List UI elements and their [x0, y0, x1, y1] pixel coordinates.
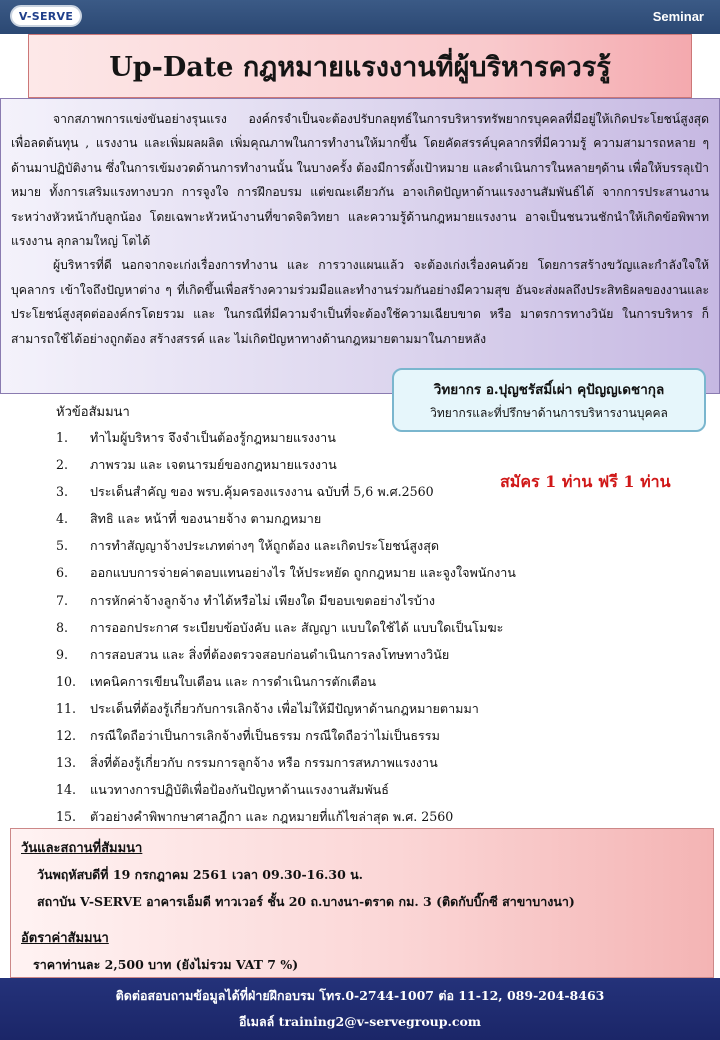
- topic-text: ตัวอย่างคำพิพากษาศาลฎีกา และ กฎหมายที่แก้ไขล่าสุด พ.ศ. 2560: [90, 809, 454, 825]
- event-info-box: [10, 828, 714, 978]
- topic-number: 2.: [56, 457, 69, 473]
- topic-number: 15.: [56, 809, 77, 825]
- topic-number: 7.: [56, 592, 69, 608]
- intro-paragraph-1: จากสภาพการแข่งขันอย่างรุนแรง องค์กรจำเป็นจะต้องปรับกลยุทธ์ในการบริหารทรัพยากรบุคคลที่มีอยู่ให้เกิดประโยชน์สูงสุด เพื่อลดต้นทุน , แรงงาน และเพิ่มผลผลิต เพิ่มคุณภาพในการทำงานให้มากขึ้น โดยคัดสรรค์บุคลากรที่มีความรู้ ความสามารถหลาย ๆ ด้านมาปฏิบัติงาน ซึ่งในการเข้มงวดด้านการทำงานนั้น ในบางครั้ง ต้องมีการตั้งเป้าหมาย และดำเนินการในหลายๆด้าน เพื่อให้บรรลุเป้าหมาย ทั้งการเสริมแรงทางบวก การจูงใจ การฝึกอบรม แต่ขณะเดียวกัน อาจเกิดปัญหาด้านแรงงานสัมพันธ์ได้ จากการประสานงานระหว่างหัวหน้ากับลูกน้อง โดยเฉพาะหัวหน้างานที่ขาดจิตวิทยา และความรู้ด้านกฎหมายแรงงาน อาจเป็นชนวนชักนำให้เกิดข้อพิพาทแรงงาน ลุกลามใหญ่ โตได้: [11, 112, 709, 249]
- topic-text: ภาพรวม และ เจตนารมย์ของกฎหมายแรงงาน: [90, 457, 337, 473]
- fee-heading: อัตราค่าสัมมนา: [21, 931, 109, 946]
- topic-text: สิ่งที่ต้องรู้เกี่ยวกับ กรรมการลูกจ้าง หรือ กรรมการสหภาพแรงงาน: [90, 755, 438, 771]
- topic-number: 6.: [56, 565, 69, 581]
- topic-text: เทคนิคการเขียนใบเตือน และ การดำเนินการตักเตือน: [90, 673, 376, 689]
- speaker-role: วิทยากรและที่ปรึกษาด้านการบริหารงานบุคคล: [430, 406, 668, 420]
- topic-item: [56, 776, 516, 803]
- topic-item: [56, 478, 516, 505]
- top-bar: [0, 0, 720, 34]
- topic-item: [56, 641, 516, 668]
- topic-number: 12.: [56, 728, 77, 744]
- topic-number: 14.: [56, 782, 77, 798]
- topic-text: การหักค่าจ้างลูกจ้าง ทำได้หรือไม่ เพียงใด มีขอบเขตอย่างไรบ้าง: [90, 592, 436, 608]
- venue-heading: วันและสถานที่สัมมนา: [21, 841, 143, 856]
- topic-item: [56, 505, 516, 532]
- topic-item: [56, 749, 516, 776]
- footer-contact: ติดต่อสอบถามข้อมูลได้ที่ฝ่ายฝึกอบรม โทร.0-2744-1007 ต่อ 11-12, 089-204-8463: [115, 988, 605, 1003]
- v-serve-logo: V-SERVE: [10, 5, 82, 27]
- topic-item: [56, 614, 516, 641]
- intro-paragraph-2: ผู้บริหารที่ดี นอกจากจะเก่งเรื่องการทำงาน และ การวางแผนแล้ว จะต้องเก่งเรื่องคนด้วย โดยการสร้างขวัญและกำลังใจให้บุคลากร เข้าใจถึงปัญหาต่าง ๆ ที่เกิดขึ้นเพื่อสร้างความร่วมมือและทำงานร่วมกันอย่างมีความสุข อันจะส่งผลถึงประสิทธิผลของงานและประโยชน์สูงสุดต่อองค์กรโดยรวม และ ในกรณีที่มีความจำเป็นที่จะต้องใช้ความเฉียบขาด หรือ มาตรการทางวินัย ในการบริหาร ก็สามารถใช้ได้อย่างถูกต้อง สร้างสรรค์ และ ไม่เกิดปัญหาทางด้านกฎหมายตามมาในภายหลัง: [11, 258, 709, 346]
- intro-section: [0, 98, 720, 394]
- topic-text: ออกแบบการจ่ายค่าตอบแทนอย่างไร ให้ประหยัด ถูกกฎหมาย และจูงใจพนักงาน: [90, 565, 516, 581]
- topics-heading: หัวข้อสัมมนา: [56, 405, 130, 420]
- topic-text: กรณีใดถือว่าเป็นการเลิกจ้างที่เป็นธรรม กรณีใดถือว่าไม่เป็นธรรม: [90, 728, 440, 744]
- topics-list: [56, 424, 516, 830]
- topic-item: [56, 695, 516, 722]
- topic-item: [56, 587, 516, 614]
- topic-item: [56, 668, 516, 695]
- topic-item: [56, 803, 516, 830]
- speaker-name: วิทยากร อ.ปุญชรัสมิ์เผ่า คุปัญญเดชากุล: [433, 382, 665, 398]
- topic-number: 9.: [56, 646, 69, 662]
- topic-text: การสอบสวน และ สิ่งที่ต้องตรวจสอบก่อนดำเนินการลงโทษทางวินัย: [90, 646, 450, 662]
- topic-item: [56, 559, 516, 586]
- topic-text: ประเด็นสำคัญ ของ พรบ.คุ้มครองแรงงาน ฉบับที่ 5,6 พ.ศ.2560: [90, 484, 434, 500]
- event-fee: ราคาท่านละ 2,500 บาท (ยังไม่รวม VAT 7 %): [33, 957, 299, 972]
- topic-text: การออกประกาศ ระเบียบข้อบังคับ และ สัญญา แบบใดใช้ได้ แบบใดเป็นโมฆะ: [90, 619, 504, 635]
- event-venue: สถาบัน V-SERVE อาคารเอ็มดี ทาวเวอร์ ชั้น 20 ถ.บางนา-ตราด กม. 3 (ติดกับบิ๊กซี สาขาบางนา): [37, 894, 575, 909]
- topic-number: 4.: [56, 511, 69, 527]
- topic-number: 1.: [56, 430, 69, 445]
- topic-number: 3.: [56, 484, 69, 500]
- topic-item: [56, 451, 516, 478]
- topic-text: สิทธิ และ หน้าที่ ของนายจ้าง ตามกฎหมาย: [90, 511, 322, 527]
- footer-email: อีเมลล์ training2@v-servegroup.com: [238, 1014, 482, 1029]
- promo-text: สมัคร 1 ท่าน ฟรี 1 ท่าน: [500, 472, 671, 491]
- event-date-time: วันพฤหัสบดีที่ 19 กรกฎาคม 2561 เวลา 09.30-16.30 น.: [37, 867, 364, 882]
- topic-text: แนวทางการปฏิบัติเพื่อป้องกันปัญหาด้านแรงงานสัมพันธ์: [90, 782, 389, 798]
- topic-number: 13.: [56, 755, 77, 771]
- topic-number: 8.: [56, 619, 69, 635]
- topic-number: 11.: [56, 700, 77, 716]
- topic-number: 5.: [56, 538, 69, 554]
- topic-text: ประเด็นที่ต้องรู้เกี่ยวกับการเลิกจ้าง เพื่อไม่ให้มีปัญหาด้านกฎหมายตามมา: [90, 700, 479, 716]
- topic-number: 10.: [56, 673, 77, 689]
- topic-item: [56, 532, 516, 559]
- topic-text: ทำไมผู้บริหาร จึงจำเป็นต้องรู้กฎหมายแรงงาน: [90, 430, 336, 445]
- topic-text: การทำสัญญาจ้างประเภทต่างๆ ให้ถูกต้อง และเกิดประโยชน์สูงสุด: [90, 538, 440, 554]
- seminar-label: Seminar: [652, 9, 704, 24]
- topic-item: [56, 722, 516, 749]
- footer-contact-bar: [0, 978, 720, 1040]
- speaker-card: [392, 368, 706, 432]
- page-title: Up-Date กฎหมายแรงงานที่ผู้บริหารควรรู้: [109, 51, 611, 83]
- title-banner: [28, 34, 692, 98]
